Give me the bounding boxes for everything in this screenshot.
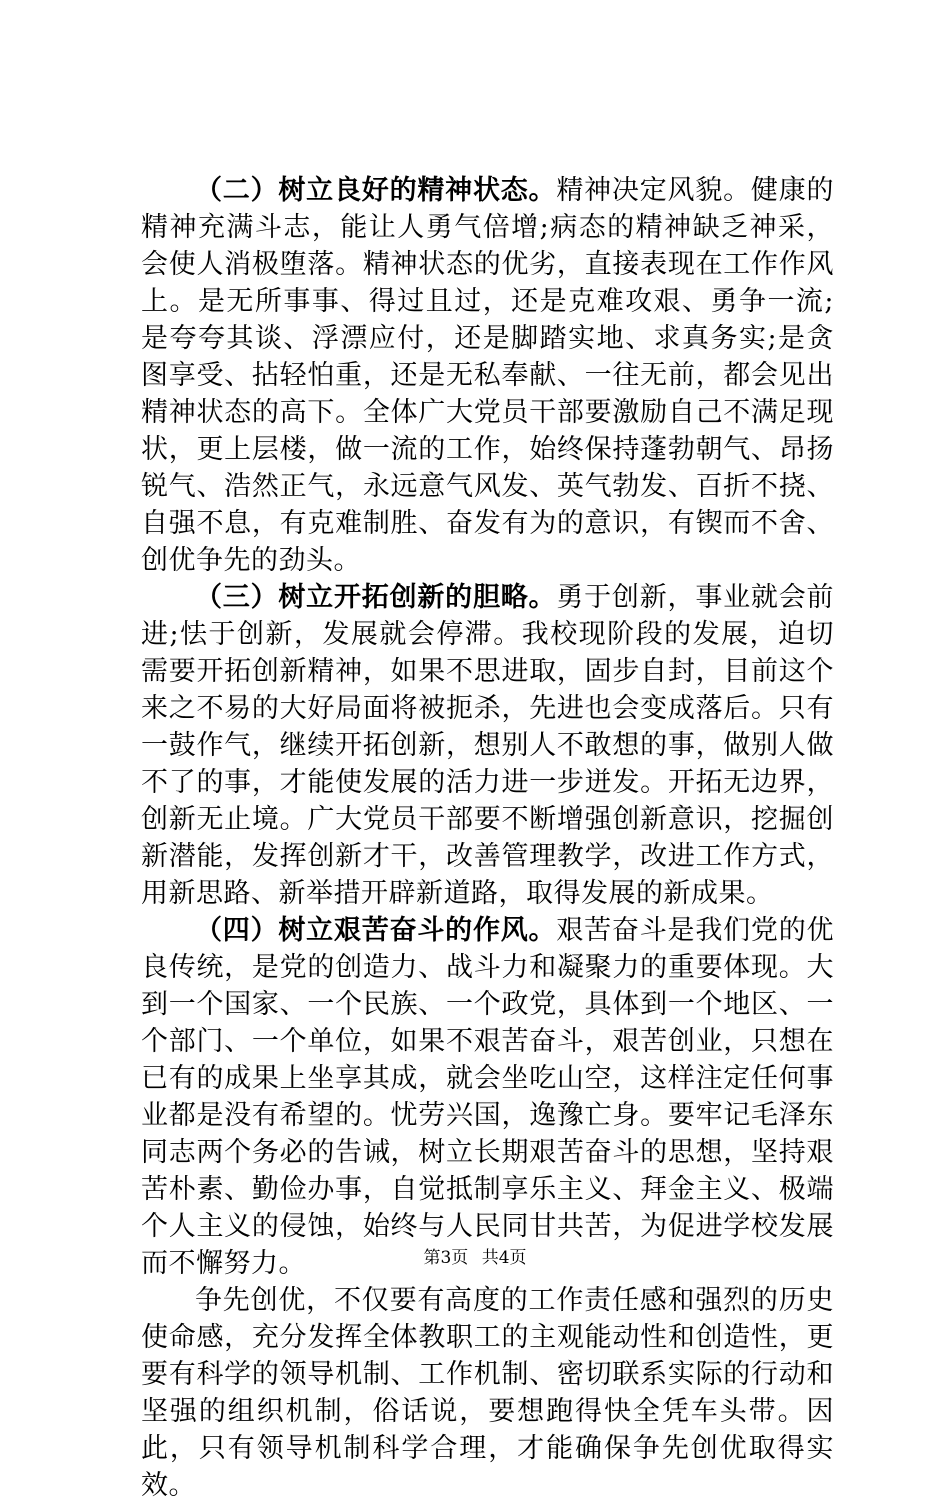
paragraph-text: 争先创优，不仅要有高度的工作责任感和强烈的历史使命感，充分发挥全体教职工的主观能动性和创造性，更要有科学的领导机制、工作机制、密切联系实际的行动和坚强的组织机制，俗话说，要想跑得快全凭车头带。因此，只有领导机制科学合理，才能确保争先创优取得实效。 bbox=[141, 1285, 834, 1501]
page-number: 第3页 bbox=[423, 1248, 469, 1268]
page-footer bbox=[0, 1243, 950, 1268]
page-total: 共4页 bbox=[481, 1248, 527, 1268]
document-body bbox=[141, 172, 834, 1504]
paragraph-text: 艰苦奋斗是我们党的优良传统，是党的创造力、战斗力和凝聚力的重要体现。大到一个国家、一个民族、一个政党，具体到一个地区、一个部门、一个单位，如果不艰苦奋斗，艰苦创业，只想在已有的成果上坐享其成，就会坐吃山空，这样注定任何事业都是没有希望的。忧劳兴国，逸豫亡身。要牢记毛泽东同志两个务必的告诫，树立长期艰苦奋斗的思想，坚持艰苦朴素、勤俭办事，自觉抵制享乐主义、拜金主义、极端个人主义的侵蚀，始终与人民同甘共苦，为促进学校发展而不懈努力。 bbox=[141, 915, 835, 1279]
paragraph-hard-work bbox=[141, 912, 834, 1282]
paragraph-text: 勇于创新，事业就会前进;怯于创新，发展就会停滞。我校现阶段的发展，迫切需要开拓创新精神，如果不思进取，固步自封，目前这个来之不易的大好局面将被扼杀，先进也会变成落后。只有一鼓作气，继续开拓创新，想别人不敢想的事，做别人做不了的事，才能使发展的活力进一步迸发。开拓无边界，创新无止境。广大党员干部要不断增强创新意识，挖掘创新潜能，发挥创新才干，改善管理教学，改进工作方式，用新思路、新举措开辟新道路，取得发展的新成果。 bbox=[141, 582, 835, 909]
paragraph-text: 精神决定风貌。健康的精神充满斗志，能让人勇气倍增;病态的精神缺乏神采，会使人消极堕落。精神状态的优劣，直接表现在工作作风上。是无所事事、得过且过，还是克难攻艰、勇争一流;是夸夸其谈、浮漂应付，还是脚踏实地、求真务实;是贪图享受、拈轻怕重，还是无私奉献、一往无前，都会见出精神状态的高下。全体广大党员干部要激励自己不满足现状，更上层楼，做一流的工作，始终保持蓬勃朝气、昂扬锐气、浩然正气，永远意气风发、英气勃发、百折不挠、自强不息，有克难制胜、奋发有为的意识，有锲而不舍、创优争先的劲头。 bbox=[141, 175, 835, 576]
paragraph-heading: （四）树立艰苦奋斗的作风。 bbox=[195, 915, 557, 946]
paragraph-heading: （三）树立开拓创新的胆略。 bbox=[195, 582, 557, 613]
paragraph-heading: （二）树立良好的精神状态。 bbox=[195, 175, 557, 206]
paragraph-conclusion bbox=[141, 1282, 834, 1504]
paragraph-spirit bbox=[141, 172, 834, 579]
paragraph-innovation bbox=[141, 579, 834, 912]
